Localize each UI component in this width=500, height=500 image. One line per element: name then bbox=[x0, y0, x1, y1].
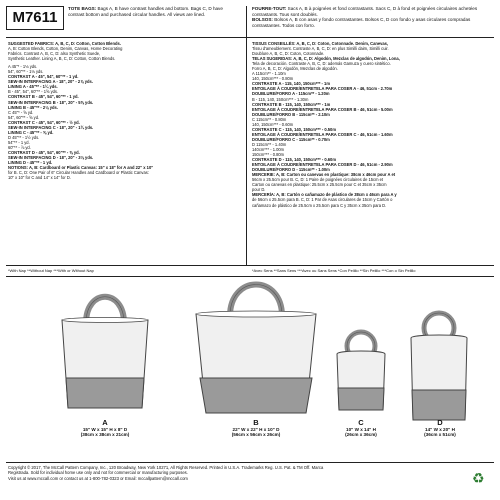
view-c-label bbox=[326, 418, 396, 438]
right-line: pour D. bbox=[252, 187, 266, 193]
copyright-line-1: Copyright © 2017, The McCall Pattern Company, Inc., 120 Broadway, New York 10271, All Rights Reserved. Printed in U.S.A. Trademarks Reg. U.S. Pat. & TM Off. Marca bbox=[8, 465, 324, 470]
left-line: LINING B - 45"** - 2⅛ yds. bbox=[8, 104, 58, 110]
view-b-letter: B bbox=[253, 418, 259, 427]
right-line: Carton ou canevas en plastique: 25.5cm x 25.5cm pour C et 35cm x 35cm bbox=[252, 182, 387, 188]
right-line: 150cm*** - 0.80m bbox=[252, 152, 285, 158]
recycle-icon: ♻ bbox=[472, 470, 485, 486]
left-line: A, B: Cotton Blends, Cotton, Denim, Canvas, Home Decorating bbox=[8, 46, 123, 52]
view-b-dimensions-metric: (56cm x 56cm x 26cm) bbox=[231, 432, 281, 438]
left-line: LINING C - 45"** - ⅝ yd. bbox=[8, 129, 54, 135]
right-line: DOUBLURE/FORRO D - 115cm** - 1.00m bbox=[252, 167, 330, 173]
column-divider bbox=[246, 6, 247, 266]
view-a-dimensions-metric: (38cm x 38cm x 21cm) bbox=[80, 432, 130, 438]
right-line: CONTRASTE B - 115, 140, 150cm*** - 1m bbox=[252, 101, 331, 107]
right-line: A 115cm** - 1.10m bbox=[252, 71, 286, 77]
left-line: 54"** - 1 yd. bbox=[8, 139, 30, 145]
right-line: DOUBLURE/FORRO B - 115cm** - 2.10m bbox=[252, 111, 330, 117]
right-line: cañamazo de plástico de 25.5cm x 25.5cm para C y 35cm x 35cm para D. bbox=[252, 202, 387, 208]
left-line: CONTRAST B - 45", 54", 60"** - 1 yd. bbox=[8, 94, 79, 100]
view-a-dimensions: 15" W x 15" H x 8" D bbox=[82, 427, 128, 432]
intro-english bbox=[68, 6, 236, 17]
view-d-label bbox=[404, 418, 476, 438]
view-d-dimensions-metric: (36cm x 51cm) bbox=[424, 432, 456, 438]
bag-c-illustration bbox=[337, 332, 385, 410]
view-c-letter: C bbox=[358, 418, 364, 427]
right-line: CONTRASTE D - 115, 140, 150cm*** - 0.60m bbox=[252, 157, 336, 163]
left-line: C 45"* - ⅝ yd. bbox=[8, 109, 34, 115]
right-line: C 115cm** - 0.80m bbox=[252, 116, 287, 122]
right-line: Tela de decoración. Contraste A, B, C, D: además Gamuza y cuero sintético. bbox=[252, 61, 391, 67]
right-line: MERCERÍA: A, B: Cartón o cañamazo de plástico de 38cm x 46cm para A y bbox=[252, 192, 397, 198]
views-rule bbox=[6, 276, 494, 277]
view-a-letter: A bbox=[102, 418, 108, 427]
left-line: 10" x 10" for C and 14" x 14" for D. bbox=[8, 175, 71, 181]
right-line: 56cm x 25.5cm pour B. C, D: 1 Paire de poignées circulaires de 15cm et bbox=[252, 177, 384, 183]
left-line: SEW-IN INTERFACING A - 18", 20" - 2⅞ yds. bbox=[8, 79, 93, 85]
right-line: 140cm*** - 1.00m bbox=[252, 146, 285, 152]
right-line: DOUBLURE/FORRO A - 115cm** - 1.20m bbox=[252, 91, 330, 97]
left-line: SEW-IN INTERFACING D - 18", 20" - 3⅛ yds. bbox=[8, 155, 94, 161]
right-line: Tissu d'ameublement. Contraste A, B, C, D: en plus Similli daim, Similli cuir. bbox=[252, 46, 389, 52]
right-line: TISSUS CONSEILLÉS: A, B, C, D: Coton, Cotonnade. Denim, Canevas, bbox=[252, 41, 389, 46]
left-line: 60"** - ⅞ yd. bbox=[8, 144, 31, 150]
right-line: CONTRASTE A - 115, 140, 150cm*** - 1m bbox=[252, 81, 330, 87]
nap-legend-french-spanish: *Avec Sens **Sans Sens ***Avec ou Sans Sens *Con Pelillo **Sin Pelillo ***Con o Sin Pelillo bbox=[252, 268, 416, 273]
right-line: MERCERIE: A, B: Carton ou canevas en plastique: 38cm x 46cm pour A et bbox=[252, 172, 396, 178]
left-line: 54", 60"** - ⅝ yd. bbox=[8, 114, 40, 120]
left-line: CONTRAST D - 45", 54", 60"** - ⅝ yd. bbox=[8, 149, 80, 155]
right-line: CONTRASTE C - 115, 140, 150cm*** - 0.50m bbox=[252, 126, 336, 132]
left-line: CONTRAST C - 45", 54", 60"** - ½ yd. bbox=[8, 119, 80, 125]
intro-french-head: FOURRE-TOUT: bbox=[252, 6, 287, 11]
left-line: Fabrics. Contrast A, B, C, D: also Synthetic Suede, bbox=[8, 51, 101, 57]
notes-rule bbox=[6, 265, 494, 266]
right-line: 140, 150cm*** - 0.60m bbox=[252, 121, 294, 127]
right-line: Doublure A, B, C, D: Coton, Cotonnade. bbox=[252, 51, 325, 57]
left-line: SUGGESTED FABRICS: A, B, C, D: Cotton, Cotton Blends. bbox=[8, 41, 121, 46]
view-c-dimensions-metric: (26cm x 36cm) bbox=[345, 432, 377, 438]
left-line: 54", 60"** - 1⅛ yds. bbox=[8, 69, 44, 75]
intro-french-text: Sacs A, B à poignées et fond contrastants. Sacs C, D à fond et poignées circulaires achetées contrastants. Tous sont doublés. bbox=[252, 6, 478, 17]
intro-french-spanish bbox=[252, 6, 492, 28]
right-line: ENTOILAGE À COUDRE/ENTRETELA PARA COSER C - 46, 51cm - 1.60m bbox=[252, 131, 393, 137]
intro-english-head: TOTE BAGS: bbox=[68, 6, 97, 11]
right-line: ENTOILAGE À COUDRE/ENTRETELA PARA COSER A - 46, 51cm - 2.70m bbox=[252, 86, 393, 92]
bag-b-illustration bbox=[196, 285, 316, 414]
pattern-number: M7611 bbox=[6, 6, 64, 30]
copyright-notice bbox=[8, 465, 463, 481]
intro-spanish-head: BOLSOS: bbox=[252, 17, 273, 23]
yardage-english bbox=[8, 41, 242, 180]
left-line: NOTIONS: A, B: Cardboard or Plastic Canvas: 15" x 18" for A and 22" x 10" bbox=[8, 165, 154, 171]
yardage-french-spanish bbox=[252, 41, 494, 208]
left-line: CONTRAST A - 45", 54", 60"** - 1 yd. bbox=[8, 74, 79, 80]
right-line: Forro A, B, C, D: Algodón, Mezclas de algodón. bbox=[252, 66, 338, 72]
right-line: D 115cm** - 1.40m bbox=[252, 141, 287, 147]
intro-english-text: Bags A, B have contrast handles and bottom. Bags C, D have contrast bottom and purchased circular handles. All views are lined. bbox=[68, 6, 223, 17]
left-line: SEW-IN INTERFACING C - 18", 20" - 1¾ yds. bbox=[8, 124, 94, 130]
right-line: de 56cm x 25.5cm para B. C, D: 1 Par de Asas circulares de 15cm y Cartón o bbox=[252, 197, 393, 203]
left-line: D 45"** - 1½ yds. bbox=[8, 134, 40, 140]
view-d-letter: D bbox=[437, 418, 443, 427]
left-line: LINING D - 45"** - 1 yd. bbox=[8, 160, 53, 166]
footer-rule bbox=[6, 462, 494, 463]
nap-legend-english: *With Nap **Without Nap ***With or Without Nap bbox=[8, 268, 94, 273]
view-a-label bbox=[50, 418, 160, 438]
left-line: A 45"* - 1⅛ yds. bbox=[8, 64, 38, 70]
right-line: TELAS SUGERIDAS: A, B, C, D: Algodón, Mezclas de algodón, Denim, Lona, bbox=[252, 56, 400, 62]
view-b-dimensions: 22" W x 22" H x 10" D bbox=[232, 427, 280, 432]
copyright-line-3: Visit us at www.mccall.com or contact us at 1-800-782-0323 or Email: mccallpattern@mccall.com bbox=[8, 475, 188, 481]
right-line: B - 115, 140, 150cm*** - 1.30m bbox=[252, 96, 309, 102]
left-line: B - 45", 54", 60"** - 1⅝ yds. bbox=[8, 89, 59, 95]
left-line: LINING A - 45"** - 1¼ yds. bbox=[8, 84, 58, 90]
copyright-line-2: Registrada. Sold for individual home use only and not for commercial or manufacturing purposes. bbox=[8, 470, 188, 476]
view-c-dimensions: 10" W x 14" H bbox=[346, 427, 376, 432]
intro-spanish-text: Bolsos A, B con asas y fondo contrastantes. Bolsos C, D con fondo y asas circulares compradas contrastantes. Todos con forro. bbox=[252, 17, 471, 28]
left-line: SEW-IN INTERFACING B - 18", 20" - 5⅝ yds. bbox=[8, 99, 94, 105]
view-d-dimensions: 14" W x 20" H bbox=[425, 427, 455, 432]
right-line: 140, 150cm*** - 0.80m bbox=[252, 76, 294, 82]
right-line: ENTOILAGE À COUDRE/ENTRETELA PARA COSER B - 46, 51cm - 5.00m bbox=[252, 106, 393, 112]
header-rule bbox=[6, 37, 494, 38]
right-line: DOUBLURE/FORRO C - 115cm** - 0.70m bbox=[252, 136, 330, 142]
left-line: for B. C, D: One Pair of 6" Circular Handles and Cardboard or Plastic Canvas: bbox=[8, 170, 149, 176]
view-b-label bbox=[196, 418, 316, 438]
left-line: Synthetic Leather. Lining A, B, C, D: Cotton, Cotton Blends. bbox=[8, 56, 116, 62]
bag-a-illustration bbox=[62, 297, 148, 408]
right-line: ENTOILAGE À COUDRE/ENTRETELA PARA COSER D - 46, 51cm - 2.90m bbox=[252, 162, 393, 168]
bag-d-illustration bbox=[411, 313, 467, 420]
